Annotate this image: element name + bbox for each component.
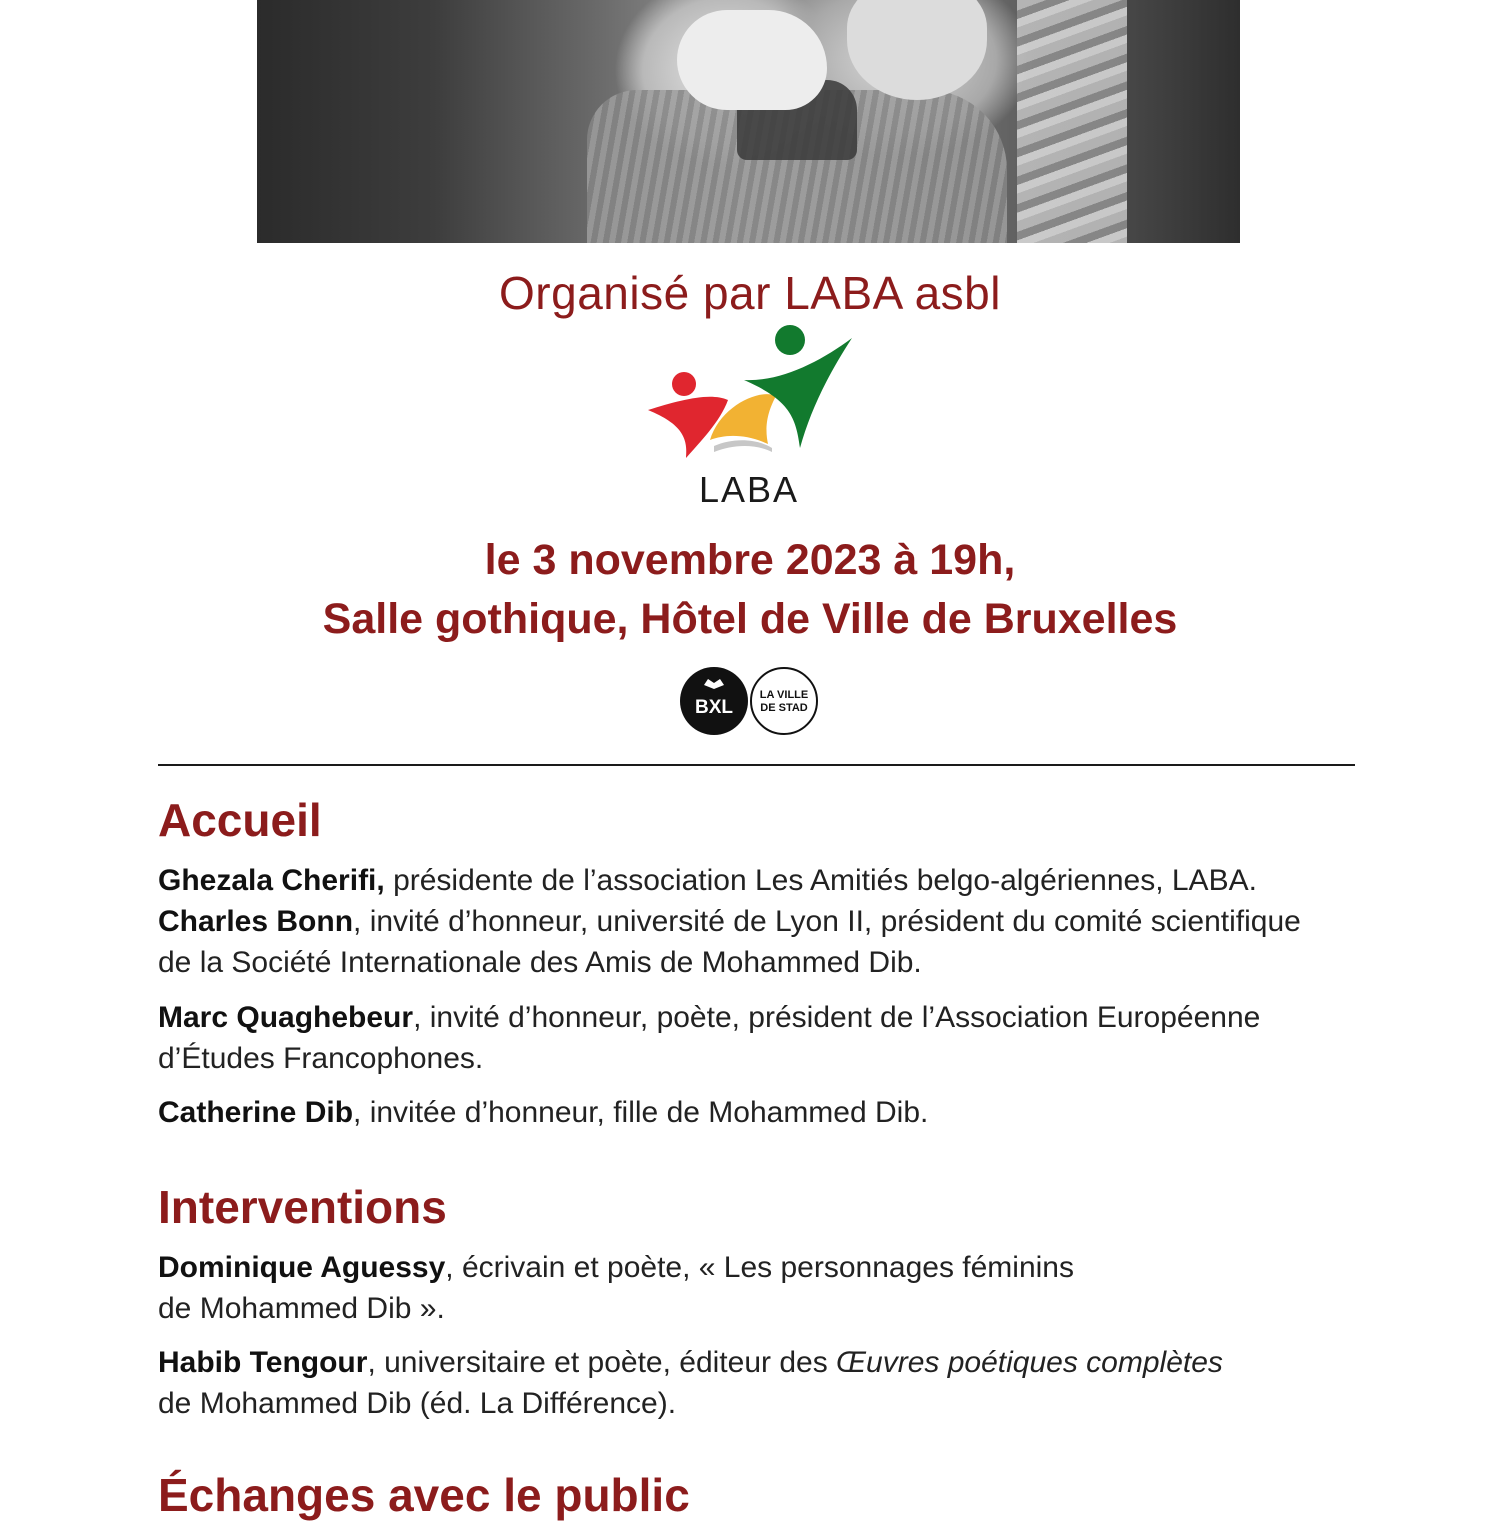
entry-line-1 [158,1342,1378,1383]
entry-text: , invité d’honneur, université de Lyon II, président du comité scientifique de la Société Internationale des Amis de Mohammed Dib. [158,905,1301,979]
face-detail [847,0,987,100]
divider [158,764,1355,766]
entry-text: présidente de l’association Les Amitiés belgo-algériennes, LABA. [384,864,1257,897]
entry-name: Dominique Aguessy [158,1251,446,1284]
entry-line-2: de Mohammed Dib (éd. La Différence). [158,1387,677,1420]
book-title: Œuvres poétiques complètes [836,1346,1223,1379]
organiser-text: Organisé par LABA asbl [499,267,1001,319]
hand-detail [677,10,827,110]
event-venue: Salle gothique, Hôtel de Ville de Bruxelles [322,595,1178,643]
entry-line-1 [158,1247,1378,1288]
section-title-echanges: Échanges avec le public [158,1469,690,1521]
laba-logo [640,322,860,522]
city-logo-line-1: LA VILLE [759,689,809,701]
entry-text: , universitaire et poète, éditeur des [367,1346,837,1379]
entry-dominique-aguessy [158,1247,1378,1329]
event-date: le 3 novembre 2023 à 19h, [484,536,1016,584]
entry-text: , écrivain et poète, « Les personnages féminins [445,1251,1074,1284]
entry-marc-quaghebeur [158,997,1288,1079]
entry-name: Marc Quaghebeur [158,1001,414,1034]
entry-text: , invitée d’honneur, fille de Mohammed Dib. [353,1096,929,1129]
portrait-photo [257,0,1240,243]
entry-name: Habib Tengour [158,1346,368,1379]
entry-line-2: de Mohammed Dib ». [158,1292,445,1325]
section-title-accueil: Accueil [158,794,322,846]
entry-habib-tengour [158,1342,1378,1424]
bxl-logo-text: BXL [695,697,733,718]
entry-name: Charles Bonn [158,905,354,938]
entry-text: , invité d’honneur, poète, président de l’Association Européenne d’Études Francophones. [158,1001,1261,1075]
entry-charles-bonn [158,901,1318,983]
laba-logo-text: LABA [698,469,800,510]
section-title-interventions: Interventions [158,1181,447,1233]
brussels-city-logo [678,665,823,737]
entry-name: Ghezala Cherifi, [158,864,385,897]
entry-catherine-dib [158,1092,1378,1133]
entry-name: Catherine Dib [158,1096,354,1129]
city-logo-line-2: DE STAD [760,702,808,714]
chair-detail [1017,0,1127,243]
entry-ghezala-cherifi [158,860,1378,901]
